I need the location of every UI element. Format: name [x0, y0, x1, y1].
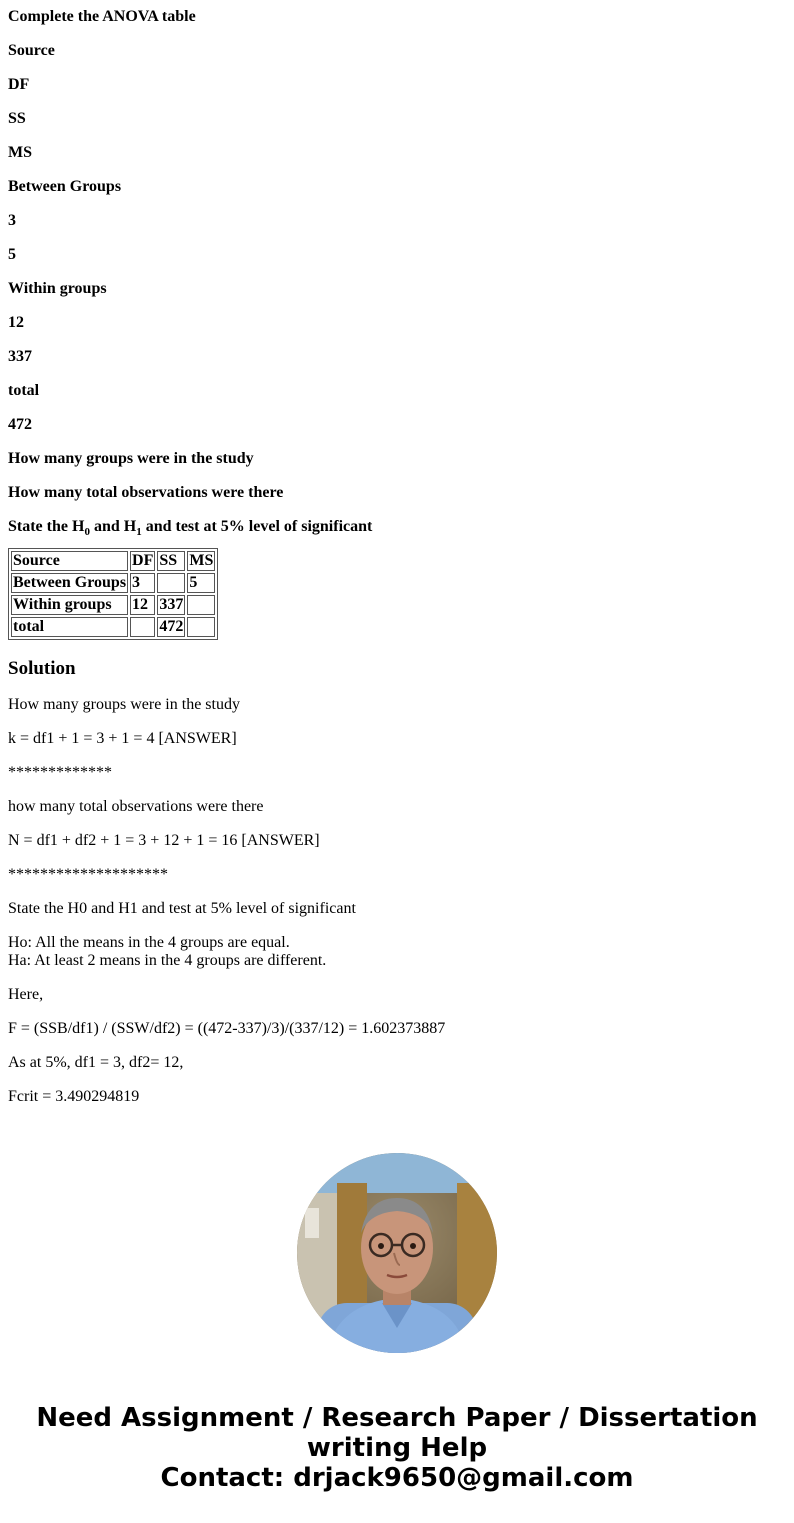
question-line: Source: [8, 42, 55, 59]
solution-question: how many total observations were there: [8, 798, 264, 815]
table-row: [11, 595, 215, 615]
alternative-hypothesis: Ha: At least 2 means in the 4 groups are different.: [8, 952, 327, 969]
table-cell: Within groups: [11, 595, 128, 615]
author-photo: [297, 1153, 497, 1353]
question-line: DF: [8, 76, 30, 93]
h1-subscript: 1: [136, 526, 142, 538]
question-line: 5: [8, 246, 16, 263]
solution-text: Here,: [8, 986, 44, 1003]
contact-banner: [0, 1403, 794, 1493]
solution-heading: Solution: [8, 658, 76, 679]
hypothesis-mid: and H: [89, 518, 137, 535]
solution-answer: N = df1 + df2 + 1 = 3 + 12 + 1 = 16 [ANSWER]: [8, 832, 320, 849]
hypotheses: [8, 926, 786, 978]
question-line: Between Groups: [8, 178, 122, 195]
table-cell: [187, 595, 215, 615]
null-hypothesis: Ho: All the means in the 4 groups are equal.: [8, 934, 290, 951]
table-cell: [187, 617, 215, 637]
table-cell: [130, 617, 155, 637]
table-header-row: [11, 551, 215, 571]
table-cell: 5: [187, 573, 215, 593]
question-observations: How many total observations were there: [8, 484, 284, 501]
question-title: Complete the ANOVA table: [8, 8, 196, 25]
h0-subscript: 0: [84, 526, 90, 538]
f-statistic: F = (SSB/df1) / (SSW/df2) = ((472-337)/3)/(337/12) = 1.602373887: [8, 1020, 446, 1037]
anova-table: [8, 548, 218, 640]
solution-answer: k = df1 + 1 = 3 + 1 = 4 [ANSWER]: [8, 730, 237, 747]
table-row: [11, 573, 215, 593]
question-hypothesis: [8, 510, 786, 544]
avatar: [297, 1153, 497, 1353]
header-cell: SS: [157, 551, 185, 571]
question-line: total: [8, 382, 40, 399]
table-cell: [157, 573, 185, 593]
solution-question: How many groups were in the study: [8, 696, 240, 713]
banner-line: writing Help: [306, 1433, 488, 1463]
header-cell: MS: [189, 552, 214, 569]
table-cell: total: [11, 617, 128, 637]
contact-email: Contact: drjack9650@gmail.com: [160, 1463, 634, 1493]
banner-line: Need Assignment / Research Paper / Dissertation: [36, 1403, 758, 1433]
question-groups: How many groups were in the study: [8, 450, 254, 467]
hypothesis-prefix: State the H: [8, 518, 85, 535]
question-line: 12: [8, 314, 24, 331]
degrees-of-freedom: As at 5%, df1 = 3, df2= 12,: [8, 1054, 184, 1071]
table-row: [11, 617, 215, 637]
f-critical: Fcrit = 3.490294819: [8, 1088, 140, 1105]
question-line: 472: [8, 416, 32, 433]
hypothesis-suffix: and test at 5% level of significant: [141, 518, 373, 535]
header-cell: Source: [11, 551, 128, 571]
table-cell: Between Groups: [13, 574, 127, 591]
separator: ********************: [8, 866, 168, 883]
separator: *************: [8, 764, 112, 781]
header-cell: DF: [132, 552, 154, 569]
question-line: MS: [8, 144, 32, 161]
table-cell: 472: [159, 618, 184, 635]
question-line: 3: [8, 212, 16, 229]
solution-question: State the H0 and H1 and test at 5% level of significant: [8, 900, 356, 917]
table-cell: 12: [130, 595, 155, 615]
question-line: SS: [8, 110, 26, 127]
table-cell: 3: [130, 573, 155, 593]
table-cell: 337: [159, 596, 184, 613]
question-line: Within groups: [8, 280, 107, 297]
question-line: 337: [8, 348, 32, 365]
